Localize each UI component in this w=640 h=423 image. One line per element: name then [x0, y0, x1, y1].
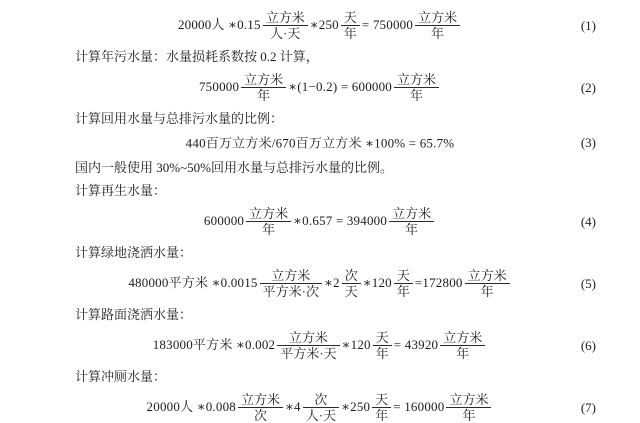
fraction-numerator: 次	[314, 392, 328, 407]
fraction-denominator: 人·天	[263, 25, 308, 41]
fraction	[373, 330, 392, 361]
fraction-numerator: 天	[375, 392, 389, 407]
fraction-numerator: 天	[396, 268, 410, 283]
fraction-numerator: 立方米	[288, 330, 328, 345]
fraction	[238, 392, 283, 423]
equation-text: ∗4	[285, 399, 301, 415]
equation-number: (5)	[580, 275, 596, 291]
fraction-denominator: 天	[342, 283, 361, 299]
fraction	[342, 268, 361, 299]
recycled-water-heading: 计算再生水量：	[75, 183, 167, 198]
fraction	[415, 10, 460, 41]
equation-number: (6)	[580, 337, 596, 353]
fraction	[260, 268, 322, 299]
equation-number: (7)	[580, 399, 596, 415]
equation-text: 750000	[198, 79, 240, 95]
equation-text: ∗(1−0.2) = 600000	[288, 79, 392, 95]
fraction-denominator: 年	[373, 345, 392, 361]
equation-row-5	[0, 268, 640, 299]
equation-text: = 160000	[393, 399, 445, 415]
fraction-denominator: 平方米·天	[277, 345, 339, 361]
equation-text: = 43920	[393, 337, 439, 353]
fraction-numerator: 立方米	[271, 268, 311, 283]
fraction-denominator: 年	[394, 87, 439, 103]
fraction	[303, 392, 339, 423]
equation-text: ∗120	[341, 337, 371, 353]
fraction-numerator: 立方米	[249, 206, 289, 221]
fraction	[341, 10, 360, 41]
fraction	[277, 330, 339, 361]
equation-text: 183000平方米 ∗0.002	[152, 337, 276, 353]
fraction	[440, 330, 485, 361]
fraction	[465, 268, 510, 299]
equation-number: (4)	[580, 213, 596, 229]
fraction-denominator: 年	[372, 407, 391, 423]
fraction-denominator: 年	[389, 221, 434, 237]
fraction-numerator: 立方米	[467, 268, 507, 283]
fraction-denominator: 人·天	[303, 407, 339, 423]
reuse-ratio-heading: 计算回用水量与总排污水量的比例：	[75, 111, 284, 126]
equation-text: ∗2	[323, 275, 340, 291]
equation-number: (2)	[580, 79, 596, 95]
fraction-numerator: 立方米	[240, 392, 280, 407]
fraction-denominator: 年	[241, 87, 286, 103]
equation-row-6	[0, 330, 640, 361]
domestic-usage-note: 国内一般使用 30%~50%回用水量与总排污水量的比例。	[75, 160, 393, 175]
equation-text: 20000人 ∗0.15	[177, 17, 261, 33]
fraction-numerator: 立方米	[418, 10, 458, 25]
equation-row-2	[0, 72, 640, 103]
fraction-denominator: 年	[440, 345, 485, 361]
equation-row-3	[0, 134, 640, 152]
equation-text: ∗120	[362, 275, 392, 291]
equation-text: 20000人 ∗0.008	[146, 399, 236, 415]
equation-text: 440百万立方米/670百万立方米 ∗100% = 65.7%	[185, 135, 455, 151]
fraction-numerator: 天	[343, 10, 357, 25]
equation-text: = 750000	[361, 17, 414, 33]
equation-row-1	[0, 10, 640, 41]
fraction	[246, 206, 291, 237]
equation-1	[178, 10, 462, 41]
fraction-denominator: 年	[394, 283, 413, 299]
equation-3	[186, 136, 455, 151]
equation-4	[204, 206, 436, 237]
road-sprinkling-heading: 计算路面浇洒水量：	[75, 307, 193, 322]
fraction	[446, 392, 491, 423]
equation-text: ∗250	[309, 17, 339, 33]
fraction-denominator: 年	[246, 221, 291, 237]
fraction-numerator: 立方米	[244, 72, 284, 87]
equation-text: 600000	[203, 213, 245, 229]
fraction-numerator: 天	[375, 330, 389, 345]
green-irrigation-heading: 计算绿地浇洒水量：	[75, 245, 193, 260]
fraction	[263, 10, 308, 41]
fraction	[394, 268, 413, 299]
equation-number: (3)	[580, 135, 596, 150]
equation-5	[128, 268, 511, 299]
equation-text: 480000平方米 ∗0.0015	[128, 275, 258, 291]
toilet-flushing-heading: 计算冲厕水量：	[75, 369, 167, 384]
fraction-numerator: 立方米	[449, 392, 489, 407]
fraction-denominator: 年	[341, 25, 360, 41]
equation-7	[147, 392, 494, 423]
fraction	[394, 72, 439, 103]
equation-text: ∗0.657 = 394000	[293, 213, 388, 229]
fraction-numerator: 立方米	[443, 330, 483, 345]
fraction-denominator: 年	[465, 283, 510, 299]
fraction-numerator: 次	[344, 268, 358, 283]
equation-number: (1)	[580, 17, 596, 33]
fraction	[241, 72, 286, 103]
equation-row-7	[0, 392, 640, 423]
fraction-denominator: 平方米·次	[260, 283, 322, 299]
equation-2	[199, 72, 441, 103]
fraction-numerator: 立方米	[265, 10, 305, 25]
equation-text: ∗250	[341, 399, 371, 415]
fraction	[372, 392, 391, 423]
equation-6	[153, 330, 488, 361]
fraction-numerator: 立方米	[392, 206, 432, 221]
fraction-denominator: 年	[415, 25, 460, 41]
fraction-denominator: 次	[238, 407, 283, 423]
equation-text: =172800	[414, 275, 463, 291]
equation-row-4	[0, 206, 640, 237]
fraction-denominator: 年	[446, 407, 491, 423]
annual-sewage-heading: 计算年污水量：水量损耗系数按 0.2 计算，	[75, 49, 319, 64]
fraction	[389, 206, 434, 237]
fraction-numerator: 立方米	[397, 72, 437, 87]
